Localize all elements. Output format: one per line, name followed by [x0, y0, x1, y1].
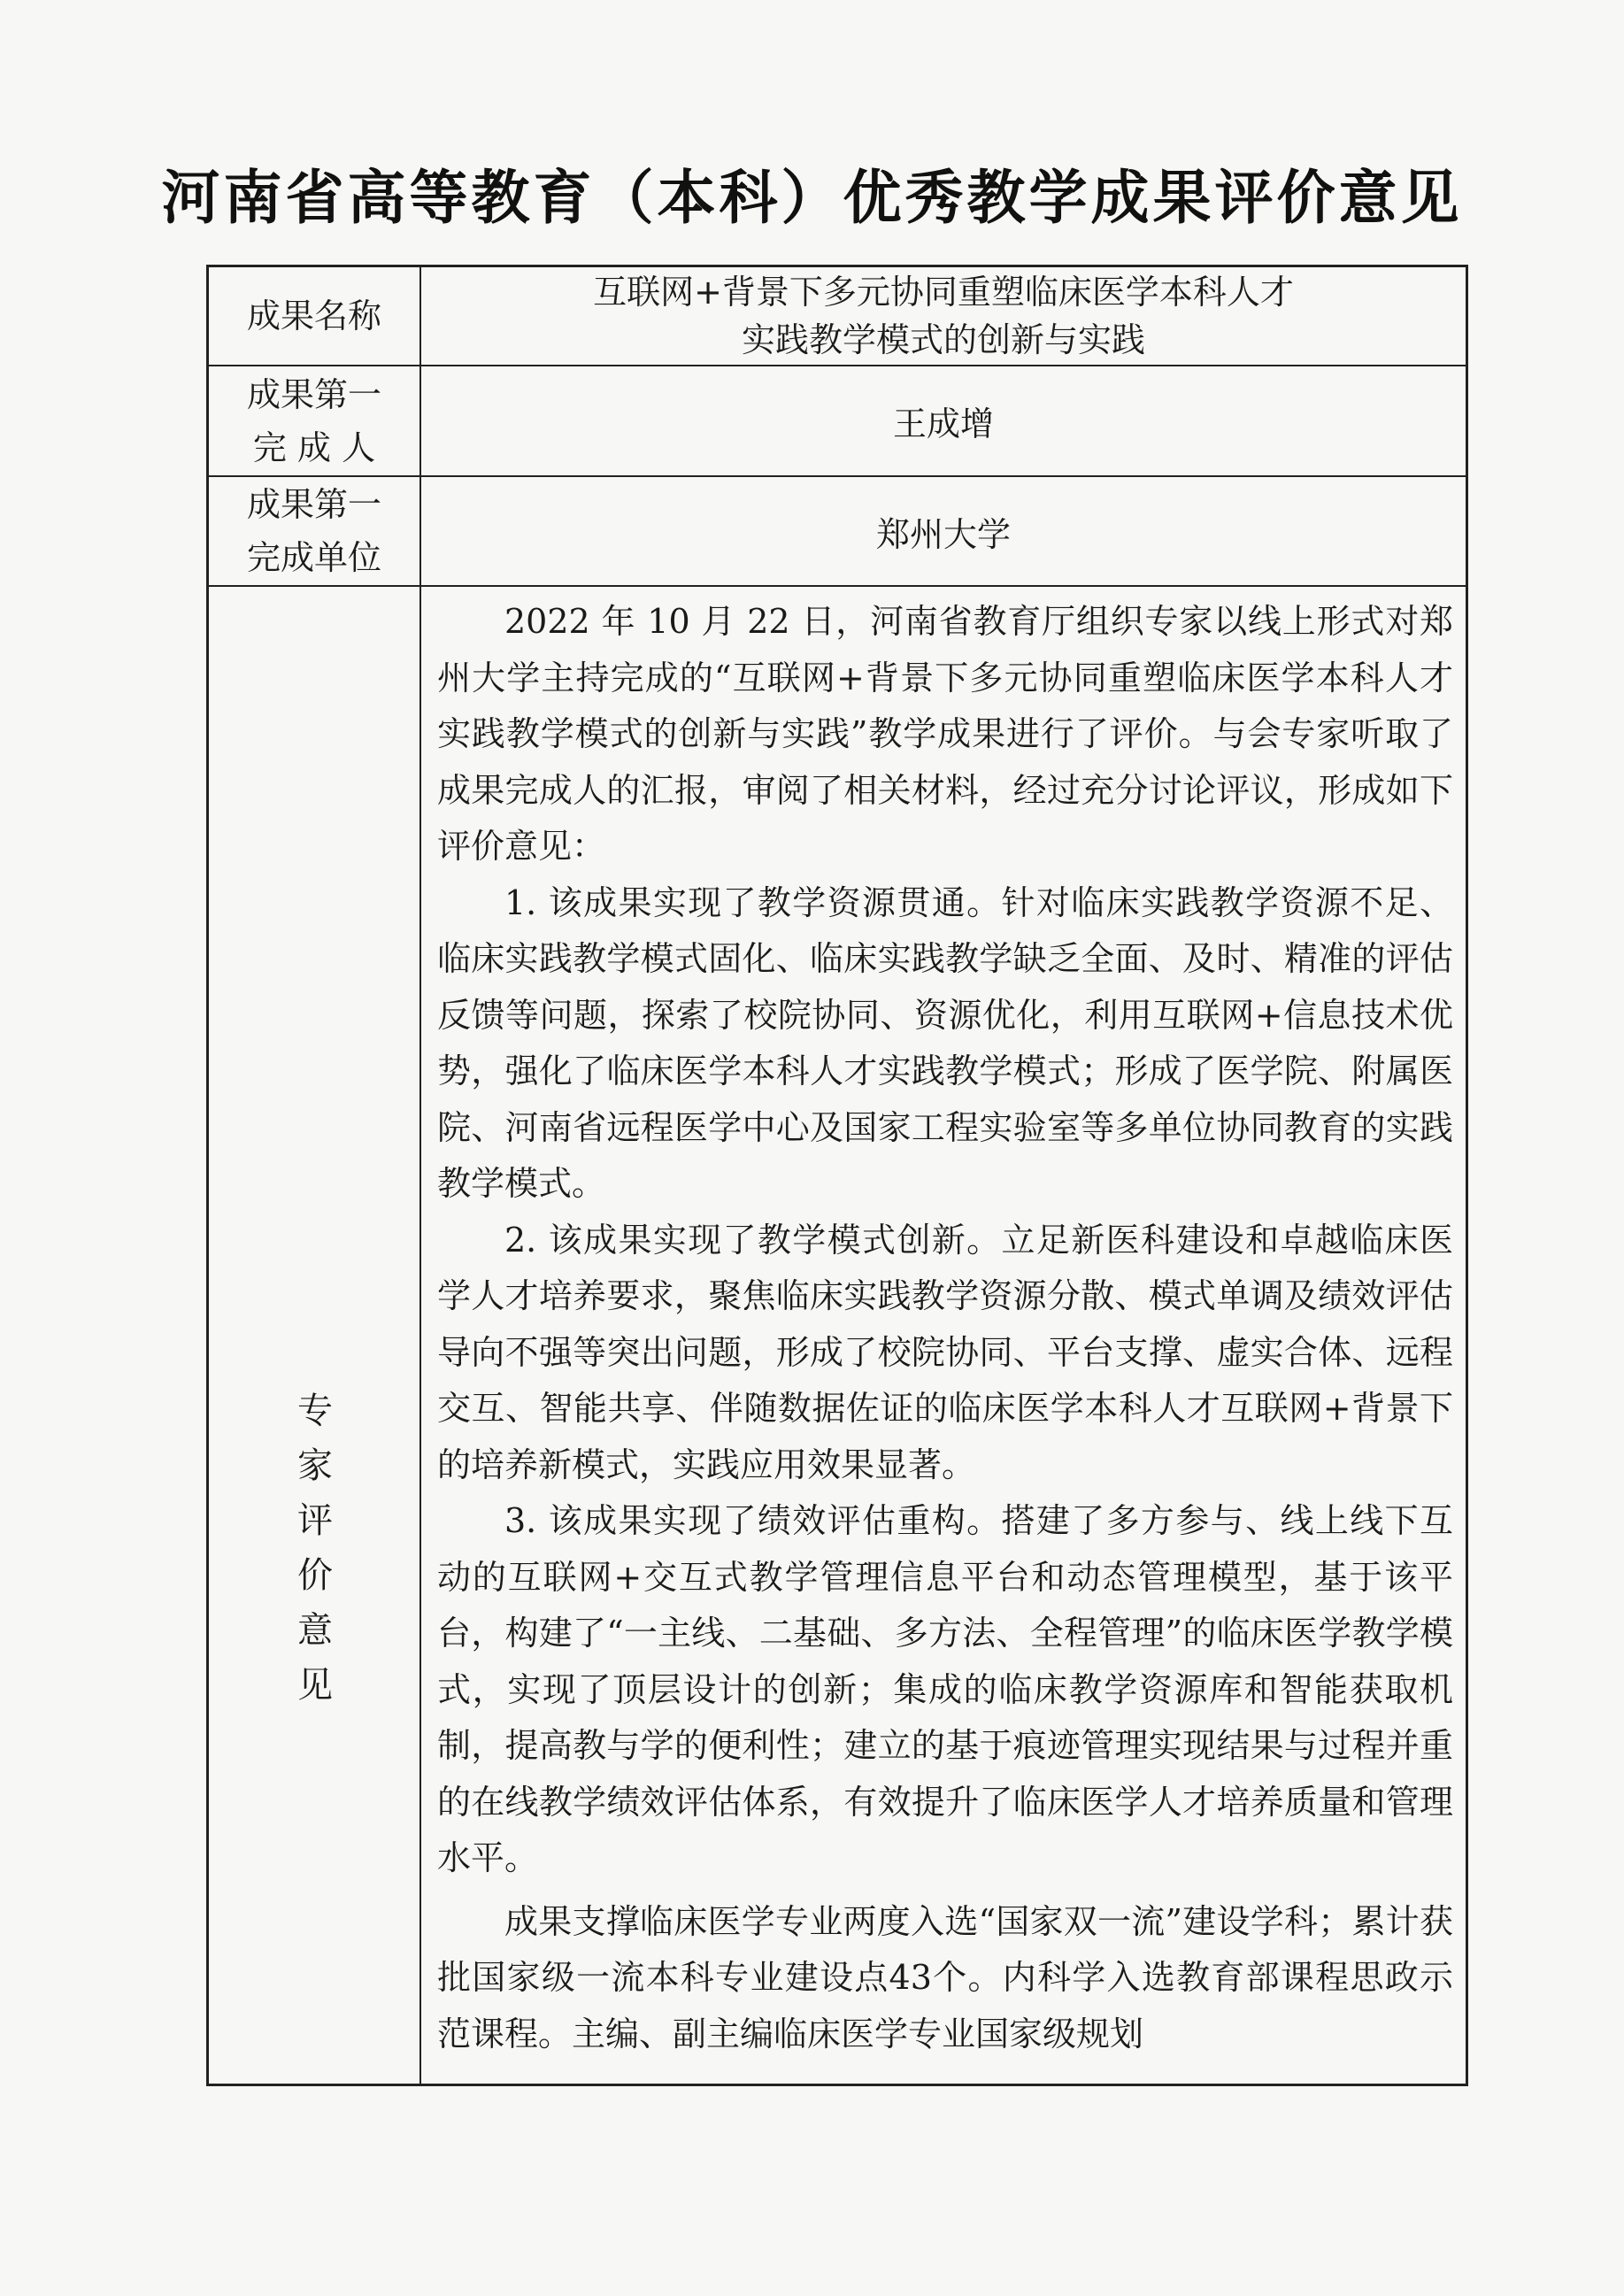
expert-opinion-label-char: 家	[297, 1445, 333, 1486]
opinion-paragraph-2: 2. 该成果实现了教学模式创新。立足新医科建设和卓越临床医学人才培养要求，聚焦临床实践教学资源分散、模式单调及绩效评估导向不强等突出问题，形成了校院协同、平台支撑、虚实合体、远程交互、智能共享、伴随数据佐证的临床医学本科人才互联网+背景下的培养新模式，实践应用效果显著。	[437, 1220, 1453, 1484]
row-first-unit	[209, 477, 1466, 587]
expert-opinion-label-char: 见	[297, 1665, 333, 1706]
first-unit-value: 郑州大学	[875, 514, 1011, 554]
first-person-label-line-1: 成果第一	[246, 374, 381, 414]
achievement-name-line-2: 实践教学模式的创新与实践	[741, 320, 1145, 359]
first-unit-label	[209, 477, 421, 585]
page-title: 河南省高等教育（本科）优秀教学成果评价意见	[161, 164, 1463, 232]
achievement-name-line-1: 互联网+背景下多元协同重塑临床医学本科人才	[593, 273, 1294, 312]
row-achievement-name	[209, 267, 1466, 366]
expert-opinion-label-char: 评	[297, 1500, 333, 1541]
first-person-value: 王成增	[892, 404, 994, 443]
row-expert-opinion	[209, 587, 1466, 2084]
expert-opinion-label-char: 专	[297, 1391, 333, 1431]
expert-opinion-text	[437, 594, 1453, 2084]
first-person-label-line-2: 完 成 人	[252, 428, 376, 467]
evaluation-form-table	[206, 265, 1468, 2086]
opinion-paragraph-3: 3. 该成果实现了绩效评估重构。搭建了多方参与、线上线下互动的互联网+交互式教学管理信息平台和动态管理模型，基于该平台，构建了“一主线、二基础、多方法、全程管理”的临床医学教学模式，实现了顶层设计的创新；集成的临床教学资源库和智能获取机制，提高教与学的便利性；建立的基于痕迹管理实现结果与过程并重的在线教学绩效评估体系，有效提升了临床医学人才培养质量和管理水平。	[437, 1501, 1453, 1877]
row-first-person	[209, 366, 1466, 477]
expert-opinion-label-char: 价	[297, 1555, 333, 1596]
first-unit-label-line-1: 成果第一	[246, 485, 381, 524]
opinion-paragraph-intro: 2022 年 10 月 22 日，河南省教育厅组织专家以线上形式对郑州大学主持完成的“互联网+背景下多元协同重塑临床医学本科人才实践教学模式的创新与实践”教学成果进行了评价。与会专家听取了成果完成人的汇报，审阅了相关材料，经过充分讨论评议，形成如下评价意见：	[437, 602, 1453, 866]
expert-opinion-label-char: 意	[297, 1610, 333, 1651]
opinion-paragraph-1: 1. 该成果实现了教学资源贯通。针对临床实践教学资源不足、临床实践教学模式固化、临床实践教学缺乏全面、及时、精准的评估反馈等问题，探索了校院协同、资源优化，利用互联网+信息技术优势，强化了临床医学本科人才实践教学模式；形成了医学院、附属医院、河南省远程医学中心及国家工程实验室等多单位协同教育的实践教学模式。	[437, 882, 1453, 1203]
achievement-name-value	[421, 267, 1466, 365]
first-unit-label-line-2: 完成单位	[246, 538, 381, 577]
expert-opinion-label	[209, 587, 421, 2084]
achievement-name-label: 成果名称	[209, 267, 421, 365]
first-person-label	[209, 366, 421, 475]
opinion-paragraph-summary: 成果支撑临床医学专业两度入选“国家双一流”建设学科；累计获批国家级一流本科专业建设点43个。内科学入选教育部课程思政示范课程。主编、副主编临床医学专业国家级规划	[437, 1901, 1453, 2053]
